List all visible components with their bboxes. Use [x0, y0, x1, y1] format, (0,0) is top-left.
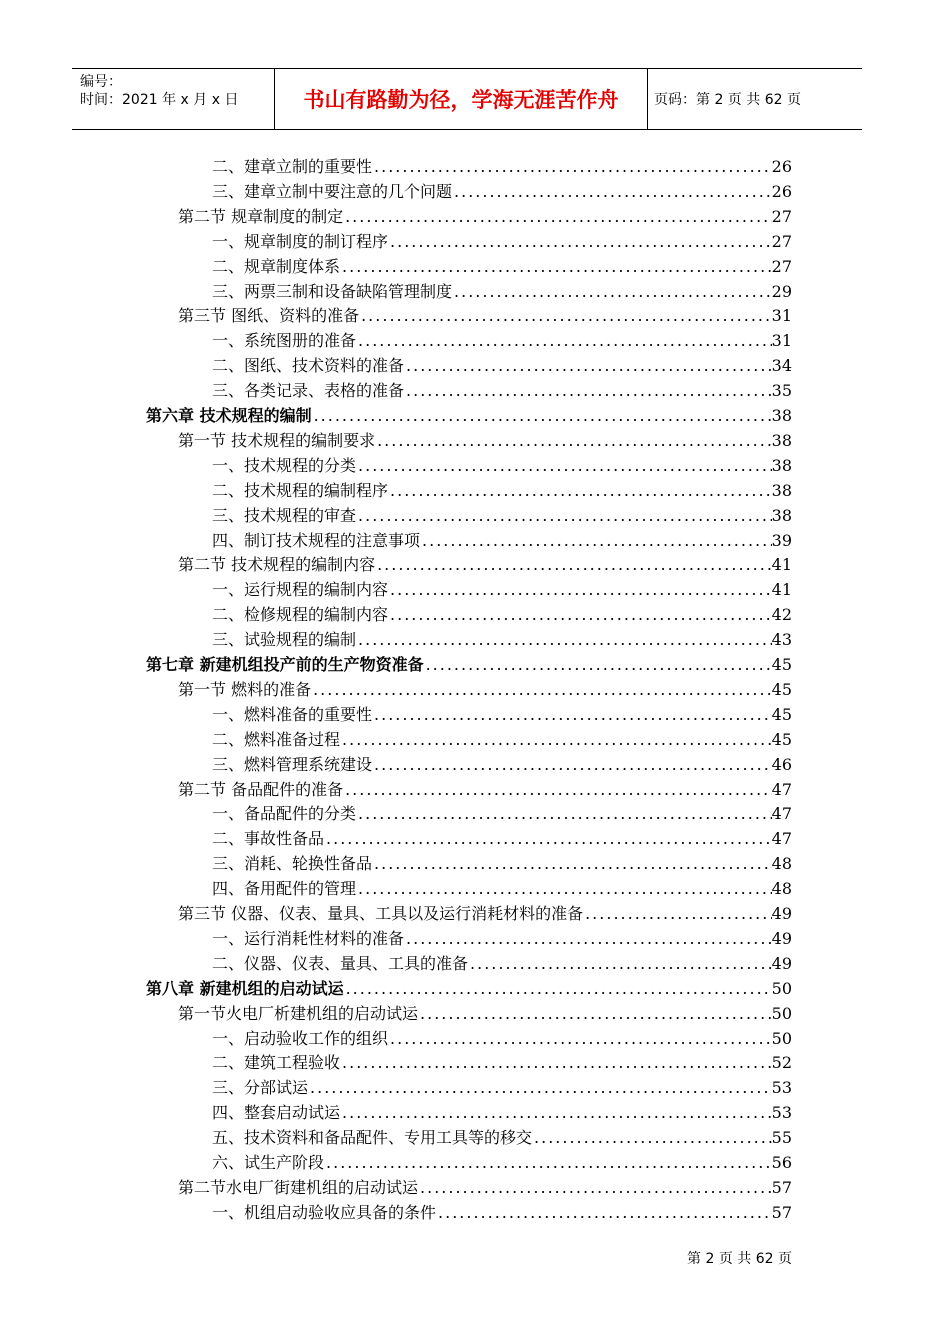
toc-dot-leader: [311, 678, 772, 702]
toc-entry-page-number: 38: [771, 480, 792, 500]
header-motto: 书山有路勤为径，学海无涯苦作舟: [274, 69, 648, 129]
toc-entry-title: 二、检修规程的编制内容: [212, 605, 389, 625]
toc-subsection-entry[interactable]: [212, 802, 792, 826]
toc-dot-leader: [436, 1201, 772, 1225]
toc-entry-title: 三、燃料管理系统建设: [212, 754, 373, 774]
toc-dot-leader: [359, 304, 772, 328]
toc-entry-title: 四、制订技术规程的注意事项: [212, 530, 421, 550]
toc-subsection-entry[interactable]: [212, 877, 792, 901]
toc-entry-page-number: 27: [771, 206, 792, 226]
toc-entry-title: 第三节 图纸、资料的准备: [178, 306, 360, 326]
toc-subsection-entry[interactable]: [212, 180, 792, 204]
toc-dot-leader: [372, 852, 772, 876]
toc-entry-title: 三、分部试运: [212, 1078, 309, 1098]
toc-entry-title: 三、两票三制和设备缺陷管理制度: [212, 281, 453, 301]
toc-entry-page-number: 41: [771, 580, 792, 600]
toc-entry-title: 二、事故性备品: [212, 829, 325, 849]
toc-dot-leader: [388, 230, 772, 254]
toc-dot-leader: [343, 778, 772, 802]
toc-subsection-entry[interactable]: [212, 927, 792, 951]
toc-dot-leader: [388, 603, 772, 627]
toc-dot-leader: [324, 827, 772, 851]
toc-entry-page-number: 50: [771, 1028, 792, 1048]
toc-entry-page-number: 47: [771, 829, 792, 849]
toc-entry-title: 一、运行规程的编制内容: [212, 580, 389, 600]
toc-chapter-entry[interactable]: [146, 653, 792, 677]
toc-dot-leader: [308, 1076, 772, 1100]
toc-entry-page-number: 31: [771, 331, 792, 351]
toc-entry-page-number: 45: [771, 679, 792, 699]
toc-entry-title: 三、各类记录、表格的准备: [212, 381, 405, 401]
toc-entry-title: 一、技术规程的分类: [212, 455, 357, 475]
toc-entry-title: 一、燃料准备的重要性: [212, 704, 373, 724]
toc-entry-page-number: 38: [771, 455, 792, 475]
toc-subsection-entry[interactable]: [212, 454, 792, 478]
toc-subsection-entry[interactable]: [212, 329, 792, 353]
toc-entry-page-number: 31: [771, 306, 792, 326]
toc-entry-page-number: 43: [771, 630, 792, 650]
toc-entry-page-number: 57: [771, 1202, 792, 1222]
toc-dot-leader: [583, 902, 772, 926]
toc-dot-leader: [468, 952, 772, 976]
toc-entry-page-number: 27: [771, 256, 792, 276]
toc-entry-title: 二、图纸、技术资料的准备: [212, 356, 405, 376]
toc-entry-title: 二、燃料准备过程: [212, 729, 341, 749]
toc-entry-title: 二、仪器、仪表、量具、工具的准备: [212, 953, 469, 973]
header-meta: [72, 69, 274, 129]
toc-subsection-entry[interactable]: [212, 827, 792, 851]
toc-dot-leader: [372, 753, 772, 777]
toc-dot-leader: [324, 1151, 772, 1175]
toc-entry-page-number: 45: [771, 729, 792, 749]
toc-entry-page-number: 42: [771, 605, 792, 625]
toc-entry-title: 第二节水电厂街建机组的启动试运: [178, 1177, 419, 1197]
toc-entry-page-number: 38: [771, 505, 792, 525]
toc-entry-page-number: 38: [771, 430, 792, 450]
toc-entry-title: 六、试生产阶段: [212, 1153, 325, 1172]
toc-section-entry[interactable]: [178, 778, 792, 802]
toc-entry-page-number: 53: [771, 1078, 792, 1098]
toc-entry-title: 三、建章立制中要注意的几个问题: [212, 181, 453, 201]
toc-entry-title: 第二节 技术规程的编制内容: [178, 555, 376, 575]
toc-subsection-entry[interactable]: [212, 1076, 792, 1100]
toc-entry-title: 一、备品配件的分类: [212, 804, 357, 824]
toc-subsection-entry[interactable]: [212, 1201, 792, 1225]
toc-entry-title: 二、建章立制的重要性: [212, 157, 373, 176]
toc-dot-leader: [388, 479, 772, 503]
toc-entry-page-number: 49: [771, 953, 792, 973]
toc-entry-title: 二、规章制度体系: [212, 256, 341, 276]
toc-dot-leader: [388, 1027, 772, 1051]
toc-entry-title: 三、技术规程的审查: [212, 505, 357, 525]
toc-section-entry[interactable]: [178, 678, 792, 702]
toc-dot-leader: [356, 877, 772, 901]
toc-subsection-entry[interactable]: [212, 155, 792, 179]
toc-dot-leader: [375, 553, 772, 577]
toc-dot-leader: [344, 977, 772, 1001]
toc-subsection-entry[interactable]: [212, 628, 792, 652]
toc-dot-leader: [404, 379, 772, 403]
toc-dot-leader: [404, 927, 772, 951]
toc-subsection-entry[interactable]: [212, 1051, 792, 1075]
toc-entry-page-number: 34: [771, 356, 792, 376]
toc-entry-page-number: 38: [771, 406, 792, 425]
toc-entry-page-number: 49: [771, 928, 792, 948]
toc-dot-leader: [404, 354, 772, 378]
toc-dot-leader: [372, 155, 772, 179]
toc-dot-leader: [340, 255, 772, 279]
toc-entry-page-number: 50: [771, 1003, 792, 1023]
toc-entry-page-number: 27: [771, 231, 792, 251]
toc-dot-leader: [356, 329, 772, 353]
toc-entry-page-number: 41: [771, 555, 792, 575]
toc-entry-page-number: 46: [771, 754, 792, 774]
toc-subsection-entry[interactable]: [212, 379, 792, 403]
toc-dot-leader: [340, 728, 772, 752]
document-date: 时间：2021 年 x 月 x 日: [80, 92, 239, 108]
page-footer: 第 2 页 共 62 页: [687, 1251, 792, 1267]
toc-entry-title: 第六章 技术规程的编制: [146, 406, 312, 425]
toc-dot-leader: [340, 1101, 772, 1125]
toc-subsection-entry[interactable]: [212, 1027, 792, 1051]
toc-dot-leader: [356, 802, 772, 826]
toc-entry-page-number: 45: [771, 704, 792, 724]
toc-entry-page-number: 26: [771, 181, 792, 201]
toc-subsection-entry[interactable]: [212, 952, 792, 976]
toc-entry-page-number: 47: [771, 779, 792, 799]
toc-subsection-entry[interactable]: [212, 255, 792, 279]
toc-dot-leader: [356, 454, 772, 478]
toc-entry-title: 一、启动验收工作的组织: [212, 1028, 389, 1048]
toc-entry-title: 三、试验规程的编制: [212, 630, 357, 650]
toc-dot-leader: [312, 404, 772, 428]
toc-entry-title: 第七章 新建机组投产前的生产物资准备: [146, 655, 424, 674]
toc-dot-leader: [356, 504, 772, 528]
toc-dot-leader: [420, 529, 772, 553]
toc-entry-page-number: 48: [771, 879, 792, 899]
header-page-info: 页码：第 2 页 共 62 页: [654, 92, 801, 108]
toc-entry-title: 一、系统图册的准备: [212, 331, 357, 351]
toc-entry-page-number: 39: [771, 530, 792, 550]
toc-dot-leader: [356, 628, 772, 652]
toc-section-entry[interactable]: [178, 902, 792, 926]
toc-dot-leader: [372, 703, 772, 727]
toc-dot-leader: [418, 1002, 772, 1026]
toc-section-entry[interactable]: [178, 304, 792, 328]
toc-dot-leader: [452, 280, 772, 304]
toc-subsection-entry[interactable]: [212, 578, 792, 602]
page-header: [72, 68, 862, 130]
toc-entry-page-number: 48: [771, 854, 792, 874]
toc-subsection-entry[interactable]: [212, 603, 792, 627]
toc-entry-page-number: 49: [771, 904, 792, 923]
toc-entry-page-number: 47: [771, 804, 792, 824]
toc-subsection-entry[interactable]: [212, 280, 792, 304]
toc-entry-page-number: 50: [771, 978, 792, 998]
toc-entry-page-number: 35: [771, 381, 792, 401]
toc-entry-page-number: 56: [771, 1153, 792, 1172]
toc-subsection-entry[interactable]: [212, 479, 792, 503]
toc-entry-page-number: 53: [771, 1103, 792, 1123]
toc-entry-title: 一、运行消耗性材料的准备: [212, 928, 405, 948]
toc-entry-title: 二、技术规程的编制程序: [212, 480, 389, 500]
toc-subsection-entry[interactable]: [212, 728, 792, 752]
toc-entry-title: 第八章 新建机组的启动试运: [146, 978, 344, 998]
document-number-label: 编号：: [80, 74, 122, 90]
toc-section-entry[interactable]: [178, 553, 792, 577]
toc-entry-title: 第二节 规章制度的制定: [178, 206, 344, 226]
toc-entry-title: 五、技术资料和备品配件、专用工具等的移交: [212, 1128, 533, 1148]
toc-entry-title: 第一节火电厂析建机组的启动试运: [178, 1003, 419, 1023]
toc-dot-leader: [340, 1051, 772, 1075]
toc-section-entry[interactable]: [178, 1002, 792, 1026]
toc-dot-leader: [418, 1176, 772, 1200]
toc-entry-title: 第一节 技术规程的编制要求: [178, 430, 376, 450]
toc-dot-leader: [532, 1126, 772, 1150]
toc-dot-leader: [343, 205, 772, 229]
toc-entry-page-number: 55: [771, 1128, 792, 1148]
toc-subsection-entry[interactable]: [212, 230, 792, 254]
toc-chapter-entry[interactable]: [146, 977, 792, 1001]
toc-subsection-entry[interactable]: [212, 1126, 792, 1150]
toc-section-entry[interactable]: [178, 1176, 792, 1200]
toc-subsection-entry[interactable]: [212, 753, 792, 777]
toc-entry-title: 四、备用配件的管理: [212, 879, 357, 899]
toc-entry-title: 一、机组启动验收应具备的条件: [212, 1202, 437, 1222]
toc-entry-page-number: 57: [771, 1177, 792, 1197]
toc-entry-title: 二、建筑工程验收: [212, 1053, 341, 1073]
toc-dot-leader: [424, 653, 772, 677]
toc-entry-title: 一、规章制度的制订程序: [212, 231, 389, 251]
toc-entry-page-number: 52: [771, 1053, 792, 1073]
toc-dot-leader: [388, 578, 772, 602]
toc-entry-page-number: 29: [771, 281, 792, 301]
toc-dot-leader: [375, 429, 772, 453]
toc-subsection-entry[interactable]: [212, 703, 792, 727]
toc-entry-title: 四、整套启动试运: [212, 1103, 341, 1123]
toc-entry-title: 第一节 燃料的准备: [178, 679, 312, 699]
toc-subsection-entry[interactable]: [212, 852, 792, 876]
toc-entry-title: 第二节 备品配件的准备: [178, 779, 344, 799]
toc-subsection-entry[interactable]: [212, 1101, 792, 1125]
toc-entry-page-number: 26: [771, 157, 792, 176]
toc-dot-leader: [452, 180, 772, 204]
toc-subsection-entry[interactable]: [212, 1151, 792, 1175]
toc-subsection-entry[interactable]: [212, 504, 792, 528]
toc-section-entry[interactable]: [178, 429, 792, 453]
toc-chapter-entry[interactable]: [146, 404, 792, 428]
toc-entry-title: 第三节 仪器、仪表、量具、工具以及运行消耗材料的准备: [178, 904, 584, 923]
toc-subsection-entry[interactable]: [212, 529, 792, 553]
toc-subsection-entry[interactable]: [212, 354, 792, 378]
toc-section-entry[interactable]: [178, 205, 792, 229]
toc-entry-page-number: 45: [771, 655, 792, 674]
toc-entry-title: 三、消耗、轮换性备品: [212, 854, 373, 874]
